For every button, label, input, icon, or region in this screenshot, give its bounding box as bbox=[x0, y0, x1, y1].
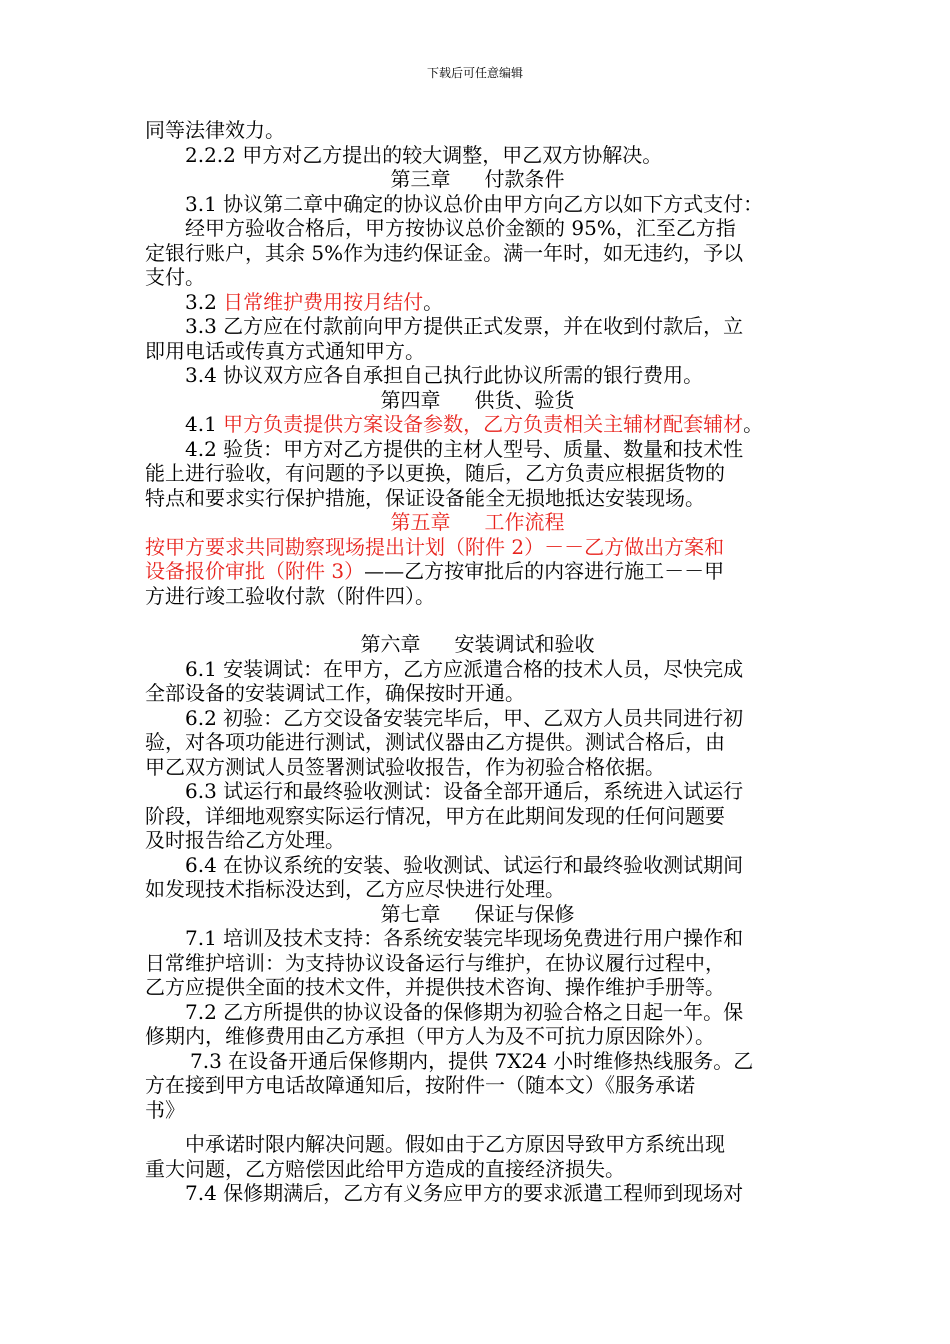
document-body bbox=[145, 118, 810, 1206]
clause-end: 。 bbox=[423, 289, 444, 314]
paragraph-line: 中承诺时限内解决问题。假如由于乙方原因导致甲方系统出现 bbox=[185, 1132, 725, 1156]
chapter-title: 付款条件 bbox=[484, 167, 565, 191]
paragraph-line: 验，对各项功能进行测试，测试仪器由乙方提供。测试合格后，由 bbox=[145, 730, 725, 754]
chapter-number: 第四章 bbox=[380, 387, 441, 412]
paragraph-line: 全部设备的安装调试工作，确保按时开通。 bbox=[145, 681, 525, 705]
chapter-title: 工作流程 bbox=[484, 510, 565, 534]
paragraph-line bbox=[145, 559, 810, 584]
paragraph-line: 7.2 乙方所提供的协议设备的保修期为初验合格之日起一年。保 bbox=[185, 999, 744, 1024]
paragraph-line: 及时报告给乙方处理。 bbox=[145, 828, 345, 852]
chapter-number: 第五章 bbox=[390, 510, 451, 534]
paragraph-line: 4.2 验货：甲方对乙方提供的主材人型号、质量、数量和技术性 bbox=[185, 436, 744, 461]
chapter-heading bbox=[145, 632, 810, 657]
paragraph-spacing bbox=[145, 1122, 810, 1132]
plain-text: ——乙方按审批后的内容进行施工－－甲 bbox=[364, 559, 725, 583]
highlighted-text: 按甲方要求共同勘察现场提出计划（附件 2）－－乙方 bbox=[145, 534, 625, 559]
paragraph-line: 重大问题，乙方赔偿因此给甲方造成的直接经济损失。 bbox=[145, 1156, 625, 1181]
chapter-heading bbox=[145, 167, 810, 192]
paragraph-line: 同等法律效力。 bbox=[145, 118, 285, 142]
clause-number: 3.2 bbox=[185, 289, 224, 314]
chapter-heading bbox=[145, 388, 810, 413]
highlighted-text: 做出方案和 bbox=[624, 534, 725, 559]
paragraph-line: 6.3 试运行和最终验收测试：设备全部开通后，系统进入试运行 bbox=[185, 779, 744, 803]
paragraph-line: 7.4 保修期满后，乙方有义务应甲方的要求派遣工程师到现场对 bbox=[185, 1181, 744, 1205]
paragraph-line bbox=[145, 535, 810, 560]
paragraph-line: 特点和要求实行保护措施，保证设备能全无损地抵达安装现场。 bbox=[145, 485, 705, 510]
paragraph-line: 如发现技术指标没达到，乙方应尽快进行处理。 bbox=[145, 877, 565, 901]
paragraph-line bbox=[145, 412, 810, 437]
paragraph-line: 支付。 bbox=[145, 265, 205, 289]
paragraph-line: 3.4 协议双方应各自承担自己执行此协议所需的银行费用。 bbox=[185, 363, 704, 387]
paragraph-line: 能上进行验收，有问题的予以更换，随后，乙方负责应根据货物的 bbox=[145, 461, 725, 485]
paragraph-line: 修期内，维修费用由乙方承担（甲方人为及不可抗力原因除外）。 bbox=[145, 1024, 715, 1048]
chapter-title: 安装调试和验收 bbox=[454, 632, 595, 656]
chapter-number: 第六章 bbox=[360, 632, 421, 656]
clause-end: 。 bbox=[743, 412, 764, 436]
paragraph-line: 3.1 协议第二章中确定的协议总价由甲方向乙方以如下方式支付： bbox=[185, 191, 764, 216]
paragraph-line: 即用电话或传真方式通知甲方。 bbox=[145, 338, 425, 363]
paragraph-line: 定银行账户，其余 5%作为违约保证金。满一年时，如无违约，予以 bbox=[145, 240, 744, 265]
page-header: 下载后可任意编辑 bbox=[426, 66, 523, 80]
paragraph-line: 3.3 乙方应在付款前向甲方提供正式发票，并在收到付款后，立 bbox=[185, 314, 744, 338]
paragraph-line: 方在接到甲方电话故障通知后，按附件一（随本文）《服务承诺 bbox=[145, 1073, 695, 1097]
paragraph-line: 方进行竣工验收付款（附件四）。 bbox=[145, 583, 435, 608]
paragraph-line: 阶段，详细地观察实际运行情况，甲方在此期间发现的任何问题要 bbox=[145, 803, 725, 828]
blank-line bbox=[145, 608, 810, 632]
paragraph-line: 书》 bbox=[145, 1097, 185, 1122]
chapter-heading bbox=[145, 510, 810, 535]
paragraph-line: 甲乙双方测试人员签署测试验收报告，作为初验合格依据。 bbox=[145, 754, 665, 779]
paragraph-line: 6.2 初验：乙方交设备安装完毕后，甲、乙双方人员共同进行初 bbox=[185, 705, 744, 730]
highlighted-text: 甲方负责提供方案设备参数，乙方负责相关主辅材配套辅材 bbox=[223, 412, 744, 436]
highlighted-text: 设备报价审批（附件 3） bbox=[145, 559, 365, 583]
paragraph-line: 经甲方验收合格后，甲方按协议总价金额的 95%，汇至乙方指 bbox=[185, 216, 736, 240]
chapter-heading bbox=[145, 902, 810, 927]
paragraph-line: 6.4 在协议系统的安装、验收测试、试运行和最终验收测试期间 bbox=[185, 852, 744, 877]
paragraph-line: 2.2.2 甲方对乙方提出的较大调整，甲乙双方协解决。 bbox=[185, 142, 663, 167]
chapter-number: 第七章 bbox=[380, 901, 441, 926]
paragraph-line: 日常维护培训：为支持协议设备运行与维护，在协议履行过程中， bbox=[145, 950, 725, 975]
paragraph-line: 7.3 在设备开通后保修期内，提供 7X24 小时维修热线服务。乙 bbox=[190, 1048, 754, 1073]
paragraph-line bbox=[145, 290, 810, 315]
highlighted-text: 日常维护费用按月结付 bbox=[223, 289, 424, 314]
paragraph-line: 7.1 培训及技术支持：各系统安装完毕现场免费进行用户操作和 bbox=[185, 926, 744, 950]
chapter-title: 供货、验货 bbox=[474, 387, 575, 412]
chapter-title: 保证与保修 bbox=[474, 901, 575, 926]
chapter-number: 第三章 bbox=[390, 167, 451, 191]
clause-number: 4.1 bbox=[185, 412, 224, 436]
paragraph-line: 乙方应提供全面的技术文件，并提供技术咨询、操作维护手册等。 bbox=[145, 975, 725, 999]
paragraph-line: 6.1 安装调试：在甲方，乙方应派遣合格的技术人员，尽快完成 bbox=[185, 656, 744, 681]
